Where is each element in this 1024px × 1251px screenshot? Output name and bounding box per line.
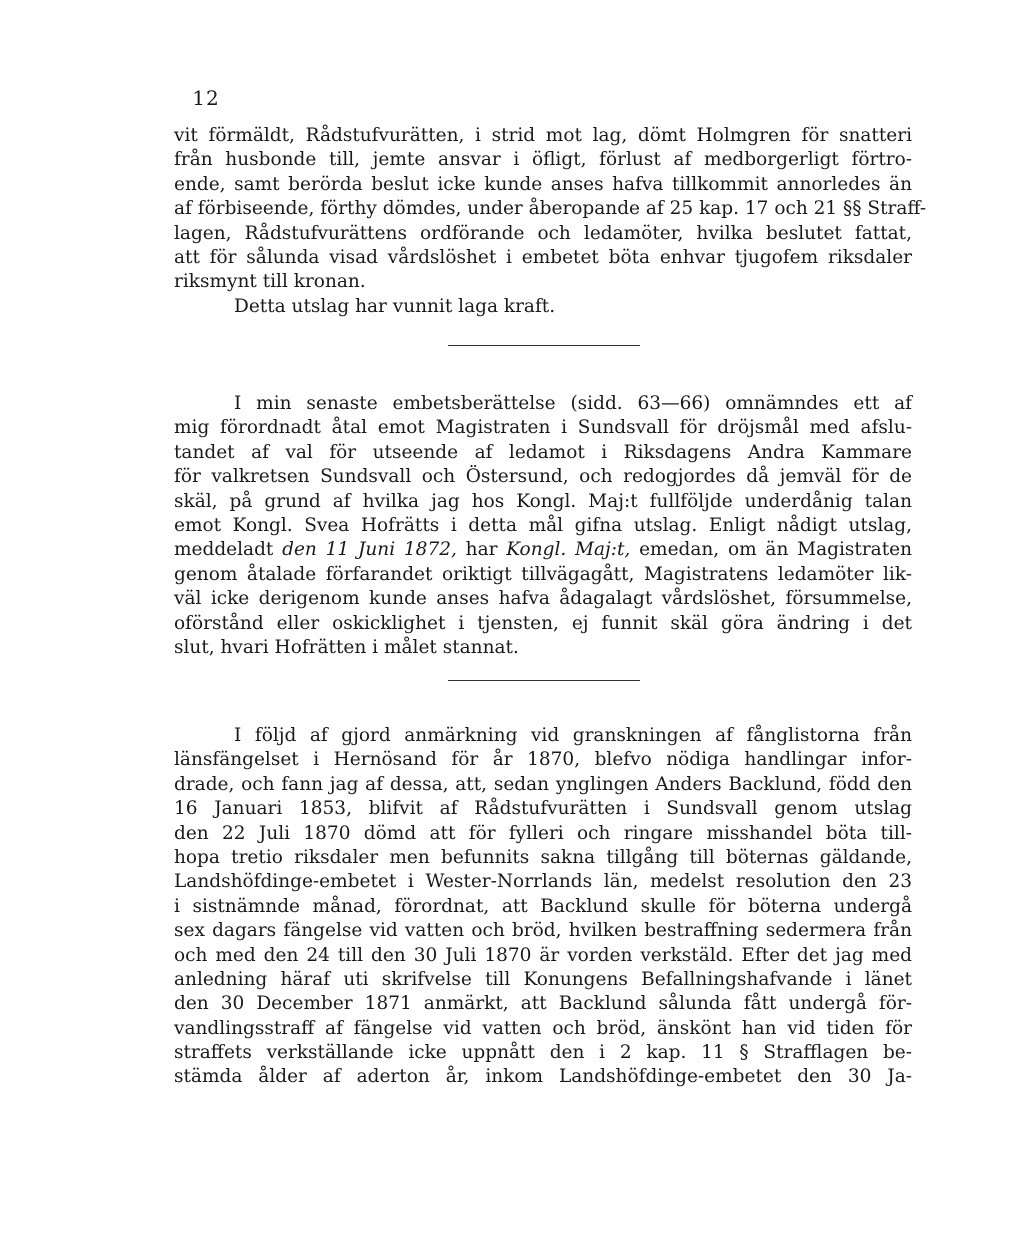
text-line: den 22 Juli 1870 dömd att för fylleri och ringare misshandel böta till-: [174, 822, 912, 844]
text-line: den 30 December 1871 anmärkt, att Backlund sålunda fått undergå för-: [174, 993, 912, 1015]
text-line: af förbiseende, förthy dömdes, under åberopande af 25 kap. 17 och 21 §§ Straff-: [174, 198, 927, 220]
text-line: straffets verkställande icke uppnått den i 2 kap. 11 § Strafflagen be-: [174, 1042, 912, 1064]
text-line: I följd af gjord anmärkning vid granskningen af fånglistorna från: [234, 725, 912, 746]
text-line: mig förordnadt åtal emot Magistraten i Sundsvall för dröjsmål med afslu-: [174, 417, 912, 439]
text-line: hopa tretio riksdaler men befunnits sakna tillgång till böternas gäldande,: [174, 846, 912, 868]
text-line: ende, samt berörda beslut icke kunde anses hafva tillkommit annorledes än: [174, 173, 912, 195]
italic-date: den 11 Juni 1872,: [282, 539, 457, 561]
text-line: vit förmäldt, Rådstufvurätten, i strid mot lag, dömt Holmgren för snatteri: [174, 125, 912, 146]
text-line: lagen, Rådstufvurättens ordförande och ledamöter, hvilka beslutet fattat,: [174, 222, 912, 244]
text-line: väl icke derigenom kunde anses hafva ådagalagt vårdslöshet, försummelse,: [174, 588, 912, 610]
text-line: riksmynt till kronan.: [174, 271, 366, 293]
text-line: emot Kongl. Svea Hofrätts i detta mål gifna utslag. Enligt nådigt utslag,: [174, 514, 912, 536]
text-line: tandet af val för utseende af ledamot i Riksdagens Andra Kammare: [174, 441, 912, 463]
text-line: anledning häraf uti skrifvelse till Konungens Befallningshafvande i länet: [174, 968, 912, 990]
section-divider: [448, 345, 640, 346]
text-line: länsfängelset i Hernösand för år 1870, blefvo nödiga handlingar infor-: [174, 749, 912, 771]
text-line-italic-mixed: [174, 538, 912, 562]
italic-authority: Kongl. Maj:t,: [506, 539, 631, 561]
text-line: 16 Januari 1853, blifvit af Rådstufvurätten i Sundsvall genom utslag: [174, 798, 912, 820]
text-line: stämda ålder af aderton år, inkom Landshöfdinge-embetet den 30 Ja-: [174, 1066, 912, 1088]
paragraph-verdict-holmgren: [174, 124, 927, 319]
text-line: drade, och fann jag af dessa, att, sedan ynglingen Anders Backlund, född den: [174, 773, 912, 795]
page-number: 12: [192, 86, 220, 110]
text-line: Detta utslag har vunnit laga kraft.: [234, 295, 556, 317]
text-line: sex dagars fängelse vid vatten och bröd, hvilken bestraffning sedermera från: [174, 920, 912, 942]
paragraph-magistrate-sundsvall: [174, 392, 912, 660]
section-divider: [448, 680, 640, 681]
text-segment: meddeladt: [174, 539, 283, 561]
text-line: vandlingsstraff af fängelse vid vatten och bröd, änskönt han vid tiden för: [174, 1017, 912, 1039]
text-line: från husbonde till, jemte ansvar i öfligt, förlust af medborgerligt förtro-: [174, 149, 912, 171]
paragraph-backlund-case: [174, 724, 912, 1090]
text-line: skäl, på grund af hvilka jag hos Kongl. Maj:t fullföljde underdånig talan: [174, 490, 912, 512]
text-line: I min senaste embetsberättelse (sidd. 63—66) omnämndes ett af: [234, 393, 912, 414]
text-line: oförstånd eller oskicklighet i tjensten, ej funnit skäl göra ändring i det: [174, 612, 912, 634]
text-line: att för sålunda visad vårdslöshet i embetet böta enhvar tjugofem riksdaler: [174, 246, 912, 268]
text-line: för valkretsen Sundsvall och Östersund, och redogjordes då jemväl för de: [174, 466, 912, 488]
text-line: genom åtalade förfarandet oriktigt tillvägagått, Magistratens ledamöter lik-: [174, 563, 912, 585]
text-line: och med den 24 till den 30 Juli 1870 är vorden verkstäld. Efter det jag med: [174, 944, 912, 966]
text-line: i sistnämnde månad, förordnat, att Backlund skulle för böterna undergå: [174, 895, 912, 917]
text-line: Landshöfdinge-embetet i Wester-Norrlands län, medelst resolution den 23: [174, 871, 912, 893]
text-segment: har: [456, 539, 507, 561]
text-line: slut, hvari Hofrätten i målet stannat.: [174, 636, 519, 658]
text-segment: emedan, om än Magistraten: [630, 539, 912, 561]
